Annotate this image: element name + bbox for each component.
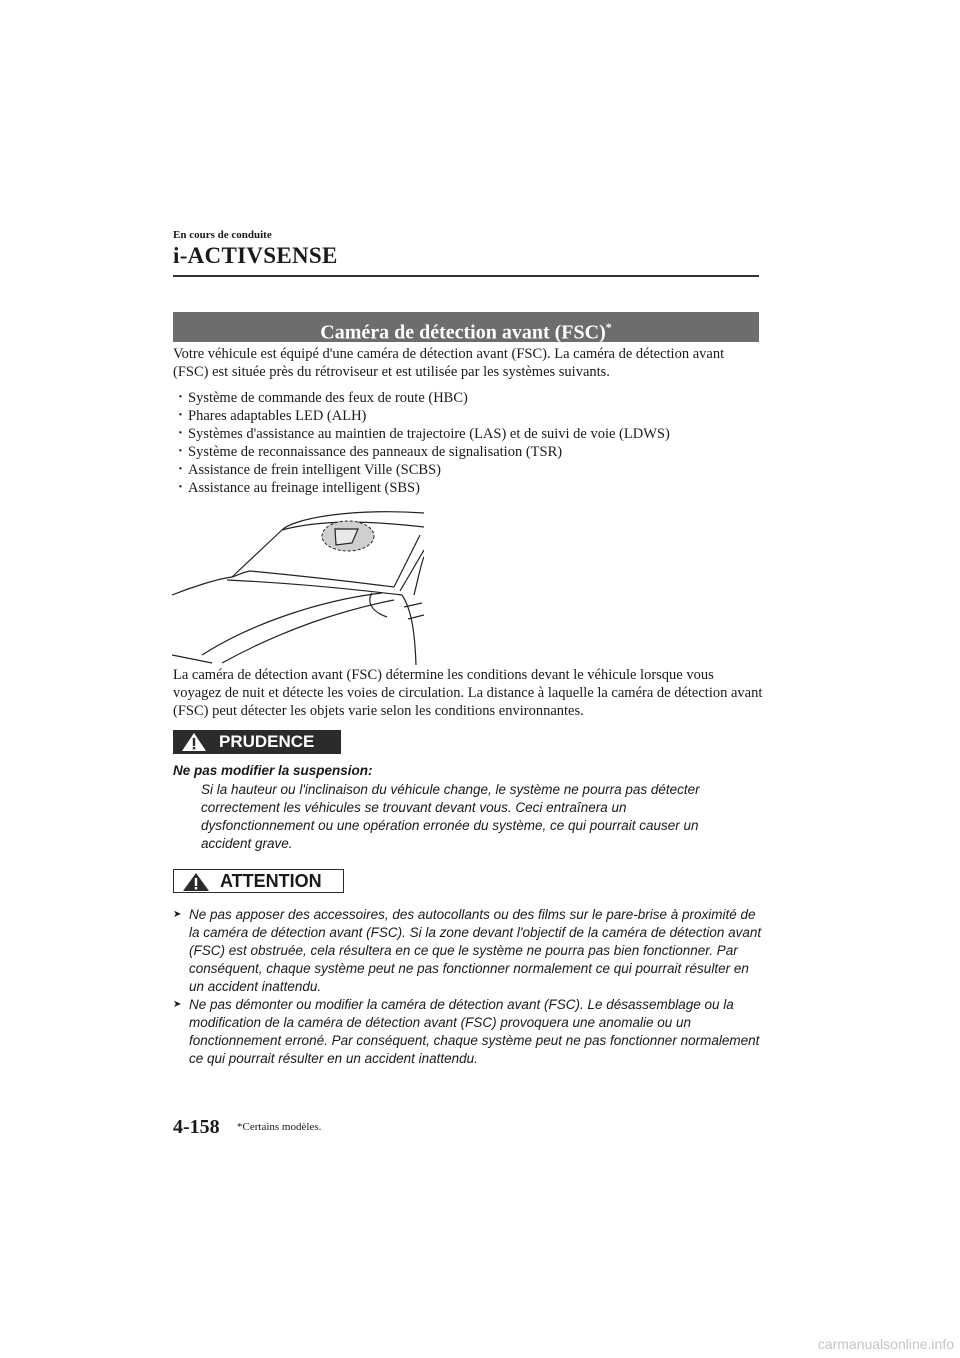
intro-paragraph: Votre véhicule est équipé d'une caméra de détection avant (FSC). La caméra de détection avant (FSC) est située près du rétroviseur et est utilisée par les systèmes suivants. [173,346,725,380]
list-item: · Système de commande des feux de route (HBC) [178,389,758,407]
warning-icon [181,732,207,752]
attention-list [173,906,765,1068]
prudence-badge [173,730,341,754]
heading-marker: * [605,320,612,334]
list-item: · Phares adaptables LED (ALH) [178,407,758,425]
section-title: i-ACTIVSENSE [173,243,338,268]
list-item [173,996,765,1068]
breadcrumb: En cours de conduite [173,229,272,241]
arrow-right-icon: ➤ [173,999,182,1010]
windshield-camera-illustration [172,505,424,665]
title-rule [173,275,759,277]
list-item: · Assistance au freinage intelligent (SBS) [178,479,758,497]
attention-label: ATTENTION [220,871,322,891]
warning-icon [182,872,210,892]
systems-list [178,389,758,497]
footnote: *Certains modèles. [237,1121,322,1133]
watermark: carmanualsonline.info [817,1336,954,1352]
heading-text: Caméra de détection avant (FSC) [320,321,606,344]
list-item: · Système de reconnaissance des panneaux de signalisation (TSR) [178,443,758,461]
attention-item-text: Ne pas démonter ou modifier la caméra de détection avant (FSC). Le désassemblage ou la modification de la caméra de détection avant (FSC) provoquera une anomalie ou un fonctionnement erroné. Par conséquent, chaque système peut ne pas fonctionner normalement ce qui pourrait résulter en un accident inattendu. [189,997,760,1066]
description-paragraph: La caméra de détection avant (FSC) détermine les conditions devant le véhicule lorsque vous voyagez de nuit et détecte les voies de circulation. La distance à laquelle la caméra de détection avant (FSC) peut détecter les objets varie selon les conditions environnantes. [173,667,763,719]
prudence-heading: Ne pas modifier la suspension: [173,763,373,778]
arrow-right-icon: ➤ [173,909,182,920]
attention-badge [173,869,344,893]
page-number: 4-158 [173,1116,220,1138]
prudence-body: Si la hauteur ou l'inclinaison du véhicule change, le système ne pourra pas détecter correctement les véhicules se trouvant devant vous. Ceci entraînera un dysfonctionnement ou une opération erronée du système, ce qui pourrait causer un accident grave. [201,782,700,851]
list-item: · Assistance de frein intelligent Ville (SCBS) [178,461,758,479]
list-item: · Systèmes d'assistance au maintien de trajectoire (LAS) et de suivi de voie (LDWS) [178,425,758,443]
list-item [173,906,765,996]
attention-item-text: Ne pas apposer des accessoires, des autocollants ou des films sur le pare-brise à proximité de la caméra de détection avant (FSC). Si la zone devant l'objectif de la caméra de détection avant (FSC) est obstruée, cela résultera en ce que le système ne pourra pas bien fonctionner. Par conséquent, chaque système peut ne pas fonctionner normalement ce qui pourrait résulter en un accident inattendu. [189,907,762,994]
prudence-label: PRUDENCE [219,732,315,751]
page-heading [173,312,759,342]
